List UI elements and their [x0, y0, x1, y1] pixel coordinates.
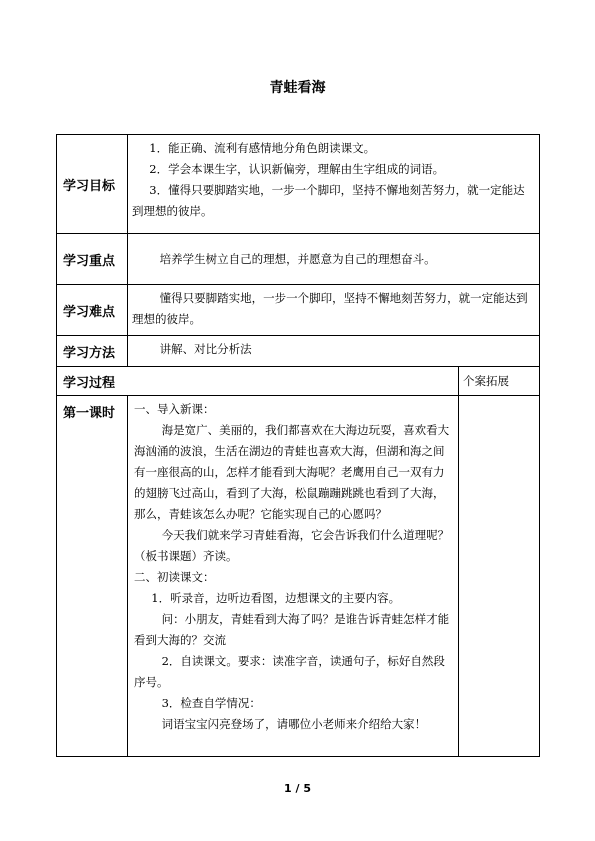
lesson1-line-8: 3．检查自学情况： — [161, 696, 261, 710]
lesson1-line-9: 词语宝宝闪亮登场了，请哪位小老师来介绍给大家！ — [161, 717, 427, 731]
row-lesson1 — [57, 396, 540, 757]
content-goal — [128, 135, 540, 234]
row-difficulty — [57, 285, 540, 336]
lesson1-line-2: 海是宽广、美丽的，我们都喜欢在大海边玩耍，喜欢看大海汹涌的波浪，生活在湖边的青蛙也喜欢大海，但湖和海之间有一座很高的山，怎样才能看到大海呢？老鹰用自己一双有力的翅膀飞过高山，看到了大海，松鼠蹦蹦跳跳也看到了大海，那么，青蛙该怎么办呢？它能实现自己的心愿吗？ — [134, 423, 450, 521]
label-process: 学习过程 — [57, 367, 459, 396]
label-focus: 学习重点 — [57, 234, 128, 285]
focus-text: 培养学生树立自己的理想，并愿意为自己的理想奋斗。 — [159, 251, 436, 266]
content-difficulty — [128, 285, 540, 336]
method-text: 讲解、对比分析法 — [159, 342, 252, 356]
label-goal: 学习目标 — [57, 135, 128, 234]
row-process-header — [57, 367, 540, 396]
goal-line-2: 2．学会本课生字，认识新偏旁，理解由生字组成的词语。 — [149, 162, 445, 176]
label-difficulty: 学习难点 — [57, 285, 128, 336]
lesson1-line-5: 1．听录音，边听边看图，边想课文的主要内容。 — [151, 591, 401, 605]
content-focus — [128, 234, 540, 285]
row-goal — [57, 135, 540, 234]
lesson1-line-4: 二、初读课文： — [134, 570, 215, 584]
difficulty-text: 懂得只要脚踏实地，一步一个脚印，坚持不懈地刻苦努力，就一定能达到理想的彼岸。 — [132, 291, 528, 326]
goal-line-1: 1．能正确、流利有感情地分角色朗读课文。 — [149, 141, 376, 155]
goal-line-3: 3．懂得只要脚踏实地，一步一个脚印，坚持不懈地刻苦努力，就一定能达到理想的彼岸。 — [132, 183, 525, 218]
content-lesson1 — [128, 396, 459, 757]
lesson1-line-6: 问：小朋友，青蛙看到大海了吗？是谁告诉青蛙怎样才能看到大海的？交流 — [134, 612, 450, 647]
lesson1-line-7: 2．自读课文。要求：读准字音，读通句子，标好自然段序号。 — [134, 654, 445, 689]
row-method — [57, 336, 540, 367]
label-method: 学习方法 — [57, 336, 128, 367]
side-lesson1 — [459, 396, 540, 757]
side-header-extension: 个案拓展 — [459, 367, 540, 396]
page-number: 1 / 5 — [284, 782, 311, 795]
label-lesson1: 第一课时 — [57, 396, 128, 757]
row-focus — [57, 234, 540, 285]
lesson1-line-3: 今天我们就来学习青蛙看海，它会告诉我们什么道理呢？（板书课题）齐读。 — [134, 528, 450, 563]
content-method — [128, 336, 540, 367]
lesson-plan-table — [56, 134, 540, 757]
lesson1-line-1: 一、导入新课： — [134, 402, 215, 416]
document-title: 青蛙看海 — [269, 80, 326, 96]
